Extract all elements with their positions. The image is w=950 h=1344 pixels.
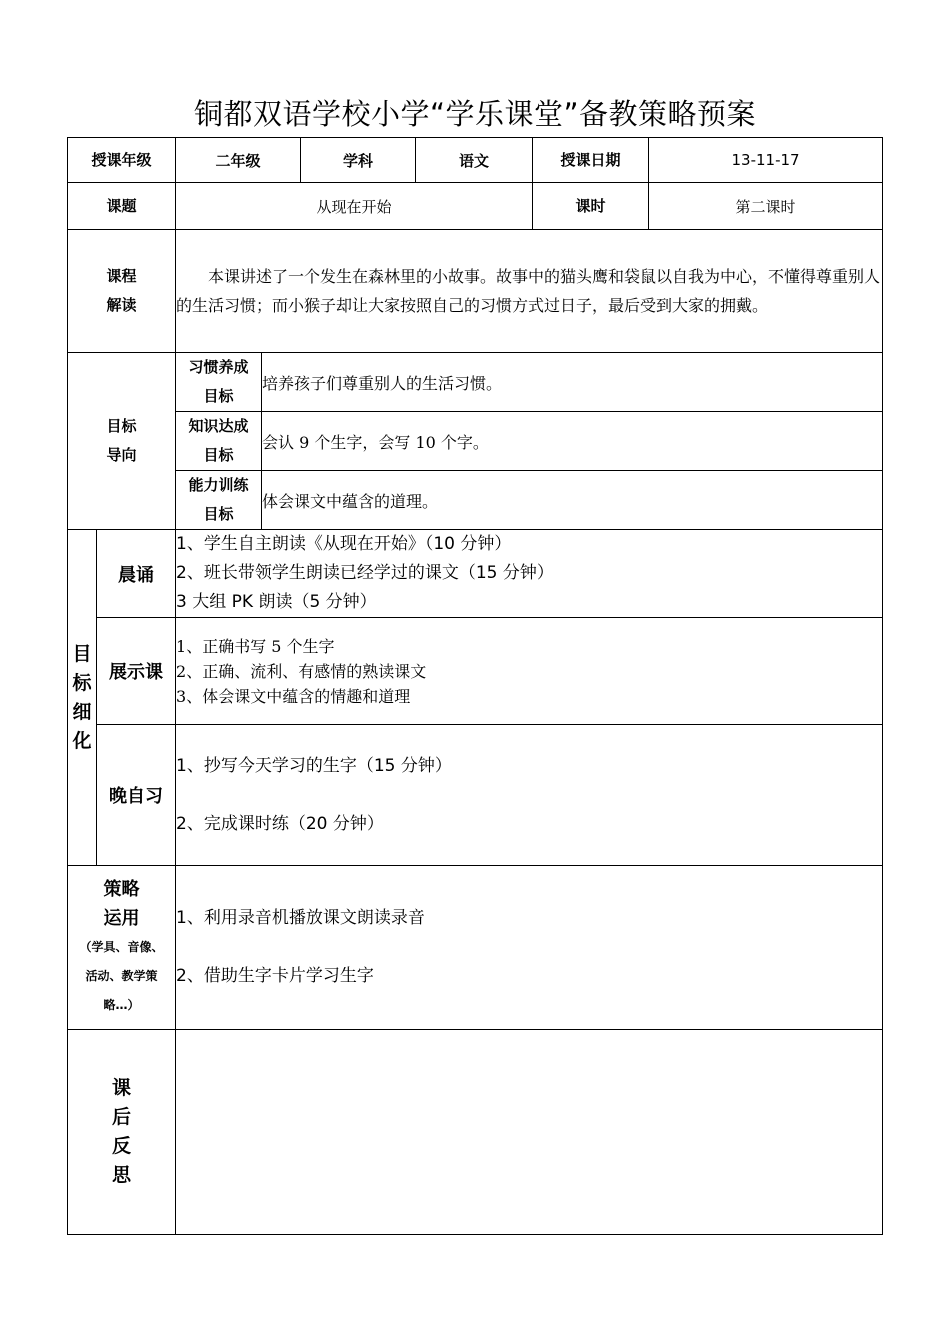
strategy-line: 2、借助生字卡片学习生字: [176, 966, 374, 986]
lesson-plan-table: [67, 137, 883, 1235]
topic-value: 从现在开始: [176, 183, 533, 230]
habit-goal-label: 习惯养成 目标: [176, 353, 262, 412]
goal-row: [68, 412, 883, 471]
goals-label: 目标 导向: [68, 353, 176, 530]
showcase-line: 2、正确、流利、有感情的熟读课文: [176, 661, 427, 681]
subject-label: 学科: [301, 138, 416, 183]
subject-value: 语文: [416, 138, 533, 183]
evening-row: [68, 725, 883, 866]
strategy-line: 1、利用录音机播放课文朗读录音: [176, 908, 425, 928]
ability-goal-text: 体会课文中蕴含的道理。: [262, 471, 883, 530]
reflection-row: [68, 1030, 883, 1235]
knowledge-goal-label: 知识达成 目标: [176, 412, 262, 471]
goal-row: [68, 471, 883, 530]
interpretation-row: [68, 230, 883, 353]
strategy-row: [68, 866, 883, 1030]
goal-row: [68, 353, 883, 412]
date-value: 13-11-17: [649, 138, 883, 183]
period-label: 课时: [533, 183, 649, 230]
morning-line: 1、学生自主朗读《从现在开始》（10 分钟）: [176, 534, 512, 554]
evening-line: 1、抄写今天学习的生字（15 分钟）: [176, 755, 452, 776]
strategy-content: [176, 866, 883, 1030]
topic-label: 课题: [68, 183, 176, 230]
showcase-line: 1、正确书写 5 个生字: [176, 636, 335, 656]
interpretation-label: 课程 解读: [68, 230, 176, 353]
ability-goal-label: 能力训练 目标: [176, 471, 262, 530]
showcase-content: [176, 618, 883, 725]
morning-line: 2、班长带领学生朗读已经学过的课文（15 分钟）: [176, 563, 554, 583]
document-title: 铜都双语学校小学“学乐课堂”备教策略预案: [193, 97, 757, 131]
showcase-line: 3、体会课文中蕴含的情趣和道理: [176, 686, 411, 706]
morning-line: 3 大组 PK 朗读（5 分钟）: [176, 592, 377, 612]
detail-vertical-label: 目 标 细 化: [68, 530, 97, 866]
morning-label: 晨诵: [97, 530, 176, 618]
reflection-label: 课 后 反 思: [68, 1030, 176, 1235]
date-label: 授课日期: [533, 138, 649, 183]
morning-row: [68, 530, 883, 618]
header-row: [68, 138, 883, 183]
period-value: 第二课时: [649, 183, 883, 230]
grade-label: 授课年级: [68, 138, 176, 183]
showcase-row: [68, 618, 883, 725]
showcase-label: 展示课: [97, 618, 176, 725]
morning-content: [176, 530, 883, 618]
strategy-label: 策略 运用 （学具、音像、 活动、教学策 略…）: [68, 866, 176, 1030]
habit-goal-text: 培养孩子们尊重别人的生活习惯。: [262, 353, 883, 412]
knowledge-goal-text: 会认 9 个生字，会写 10 个字。: [262, 412, 883, 471]
grade-value: 二年级: [176, 138, 301, 183]
interpretation-text: 本课讲述了一个发生在森林里的小故事。故事中的猫头鹰和袋鼠以自我为中心，不懂得尊重别人的生活习惯；而小猴子却让大家按照自己的习惯方式过日子，最后受到大家的拥戴。: [176, 230, 883, 353]
evening-line: 2、完成课时练（20 分钟）: [176, 813, 384, 834]
evening-label: 晚自习: [97, 725, 176, 866]
reflection-content: [176, 1030, 883, 1235]
topic-row: [68, 183, 883, 230]
evening-content: [176, 725, 883, 866]
